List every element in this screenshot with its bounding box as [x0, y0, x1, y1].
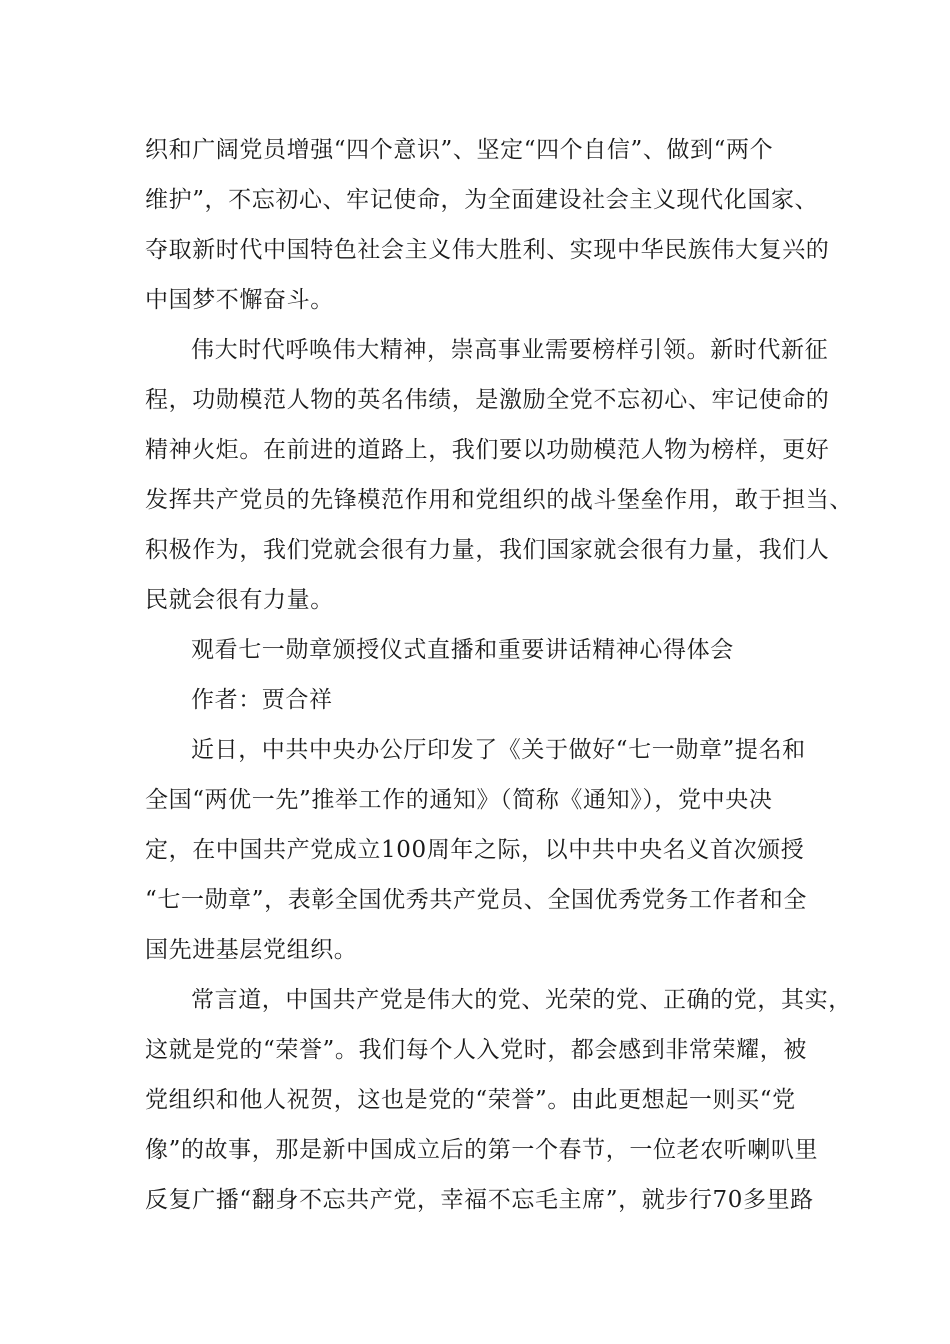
- paragraph-line: 积极作为，我们党就会很有力量，我们国家就会很有力量，我们人: [145, 537, 830, 563]
- paragraph-line: 这就是党的“荣誉”。我们每个人入党时，都会感到非常荣耀，被: [145, 1037, 807, 1063]
- paragraph-line: 反复广播“翻身不忘共产党，幸福不忘毛主席”，就步行70多里路: [145, 1187, 814, 1213]
- paragraph-line: 全国“两优一先”推举工作的通知》（简称《通知》），党中央决: [145, 787, 773, 813]
- paragraph-line: 定，在中国共产党成立100周年之际，以中共中央名义首次颁授: [145, 837, 805, 863]
- paragraph-line: “七一勋章”，表彰全国优秀共产党员、全国优秀党务工作者和全: [145, 887, 807, 913]
- paragraph-line: 伟大时代呼唤伟大精神，崇高事业需要榜样引领。新时代新征: [191, 337, 829, 363]
- paragraph-line: 中国梦不懈奋斗。: [145, 287, 334, 313]
- paragraph-line: 常言道，中国共产党是伟大的党、光荣的党、正确的党，其实，: [191, 987, 852, 1013]
- paragraph-line: 党组织和他人祝贺，这也是党的“荣誉”。由此更想起一则买“党: [145, 1087, 796, 1113]
- paragraph-line: 程，功勋模范人物的英名伟绩，是激励全党不忘初心、牢记使命的: [145, 387, 830, 413]
- paragraph-line: 维护”，不忘初心、牢记使命，为全面建设社会主义现代化国家、: [145, 187, 819, 213]
- article-title: 观看七一勋章颁授仪式直播和重要讲话精神心得体会: [191, 637, 734, 663]
- paragraph-line: 发挥共产党员的先锋模范作用和党组织的战斗堡垒作用，敢于担当、: [145, 487, 853, 513]
- article-author: 作者：贾合祥: [191, 687, 333, 713]
- paragraph-line: 国先进基层党组织。: [145, 937, 358, 963]
- paragraph-line: 近日，中共中央办公厅印发了《关于做好“七一勋章”提名和: [191, 737, 806, 763]
- paragraph-line: 像”的故事，那是新中国成立后的第一个春节，一位老农听喇叭里: [145, 1137, 819, 1163]
- paragraph-line: 夺取新时代中国特色社会主义伟大胜利、实现中华民族伟大复兴的: [145, 237, 830, 263]
- paragraph-line: 织和广阔党员增强“四个意识”、坚定“四个自信”、做到“两个: [145, 137, 774, 163]
- paragraph-line: 民就会很有力量。: [145, 587, 334, 613]
- paragraph-line: 精神火炬。在前进的道路上，我们要以功勋模范人物为榜样，更好: [145, 437, 830, 463]
